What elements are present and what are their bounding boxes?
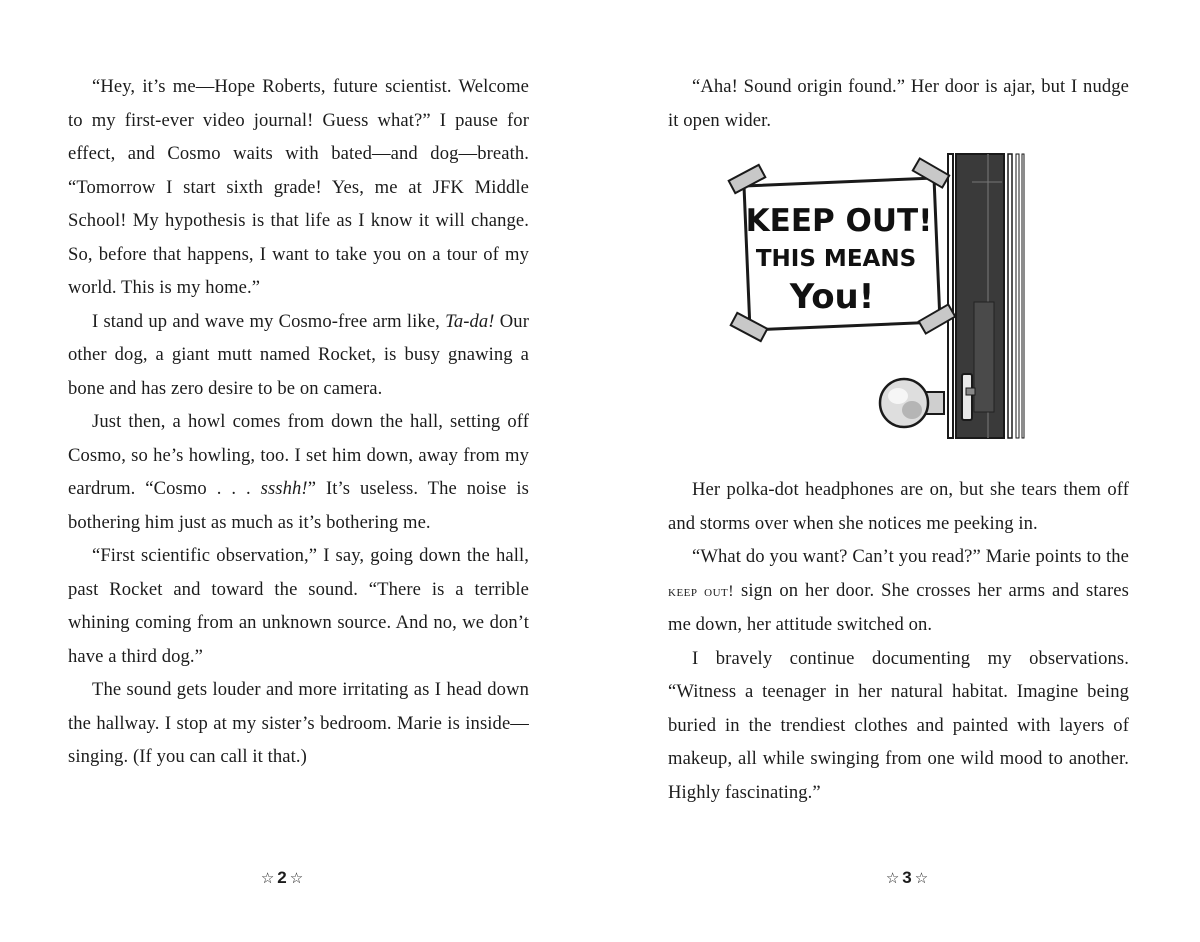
right-page-top-text — [668, 70, 1129, 137]
star-icon: ☆ — [885, 870, 900, 887]
star-icon: ☆ — [914, 870, 929, 887]
sign-line-1: KEEP OUT! — [745, 203, 933, 239]
paragraph: The sound gets louder and more irritating as I head down the hallway. I stop at my sister’s bedroom. Marie is inside—singing. (If you can call it that.) — [68, 679, 529, 767]
paragraph: I bravely continue documenting my observations. “Witness a teenager in her natural habitat. Imagine being buried in the trendiest clothes and painted with layers of makeup, all while swinging from one wild mood to another. Highly fascinating.” — [668, 647, 1129, 803]
paragraph: I stand up and wave my Cosmo-free arm like, Ta-da! Our other dog, a giant mutt named Rocket, is busy gnawing a bone and has zero desire to be on camera. — [68, 310, 529, 399]
sign-line-3: You! — [789, 277, 875, 317]
right-page — [600, 0, 1200, 942]
sign-line-2: THIS MEANS — [755, 246, 917, 272]
left-page-text — [68, 70, 529, 774]
page-number-left: ☆ 2 ☆ — [232, 868, 332, 888]
paragraph: Just then, a howl comes from down the hall, setting off Cosmo, so he’s howling, too. I set him down, away from my eardrum. “Cosmo . . . ssshh!” It’s useless. The noise is bothering him just as much as it’s bothering me. — [68, 411, 529, 533]
right-page-text — [668, 473, 1129, 809]
paragraph: “Hey, it’s me—Hope Roberts, future scientist. Welcome to my first-ever video journal! Guess what?” I pause for effect, and Cosmo waits with bated—and dog—breath. “Tomorrow I start sixth grade! Yes, me at JFK Middle School! My hypothesis is that life as I know it will change. So, before that happens, I want to take you on a tour of my world. This is my home.” — [68, 76, 529, 298]
page-number-right: ☆ 3 ☆ — [857, 868, 957, 888]
star-icon: ☆ — [289, 870, 304, 887]
star-icon: ☆ — [260, 870, 275, 887]
paragraph: “Aha! Sound origin found.” Her door is ajar, but I nudge it open wider. — [668, 76, 1129, 131]
paragraph: “What do you want? Can’t you read?” Marie points to the keep out! sign on her door. She crosses her arms and stares me down, her attitude switched on. — [668, 546, 1129, 635]
keep-out-door-illustration — [726, 152, 1076, 442]
paragraph: Her polka-dot headphones are on, but she tears them off and storms over when she notices me peeking in. — [668, 479, 1129, 534]
paragraph: “First scientific observation,” I say, going down the hall, past Rocket and toward the sound. “There is a terrible whining coming from an unknown source. And no, we don’t have a third dog.” — [68, 545, 529, 667]
